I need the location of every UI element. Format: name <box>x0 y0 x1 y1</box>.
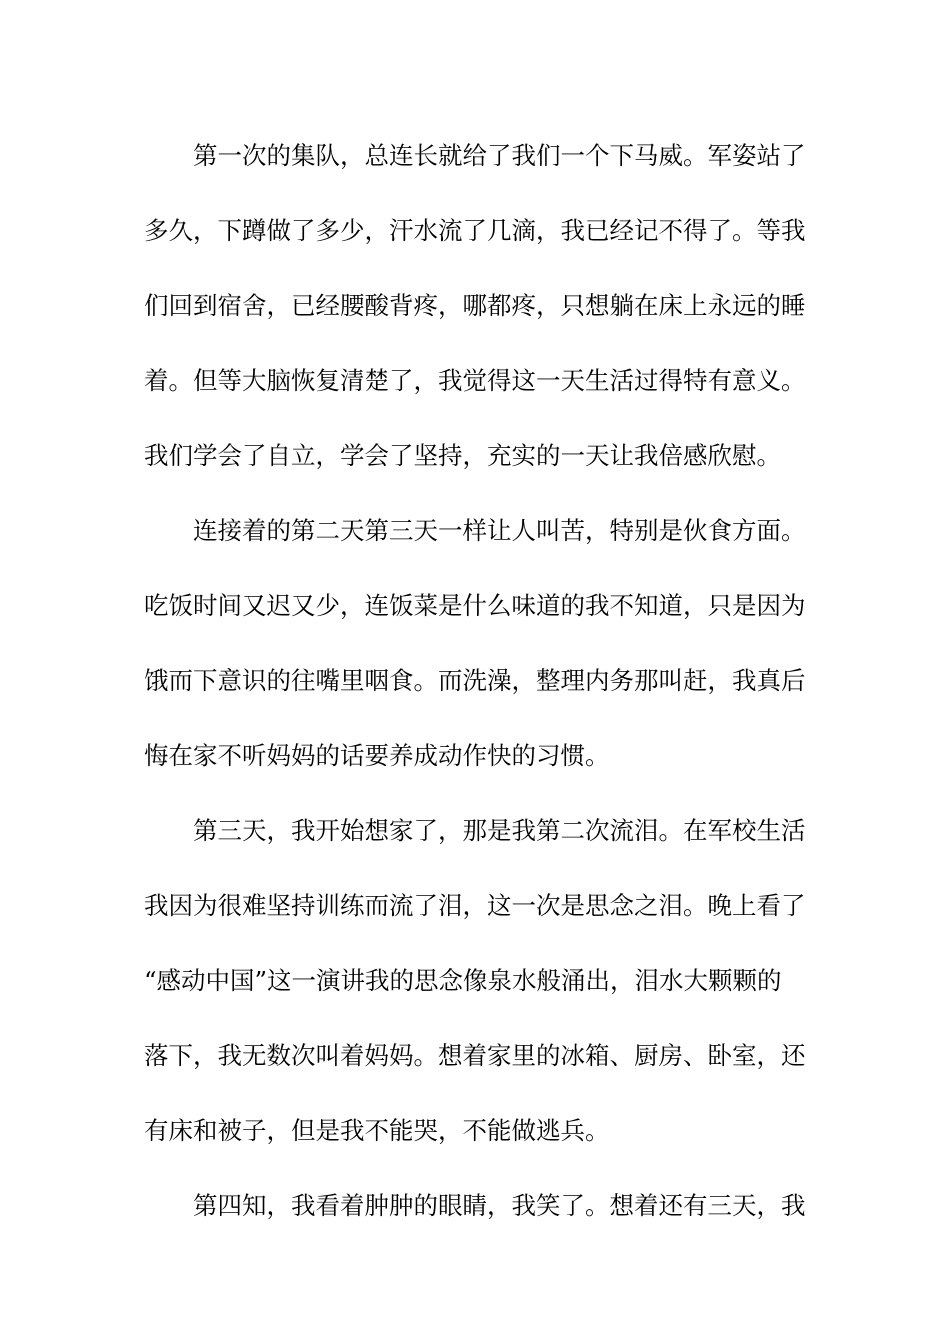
paragraph-4-line-1: 第四知，我看着肿肿的眼睛，我笑了。想着还有三天，我 <box>193 1191 806 1220</box>
paragraph-2-line-3: 饿而下意识的往嘴里咽食。而洗澡，整理内务那叫赶，我真后 <box>144 666 806 695</box>
paragraph-3-line-4: 落下，我无数次叫着妈妈。想着家里的冰箱、厨房、卧室，还 <box>144 1041 806 1070</box>
paragraph-3-line-3: “感动中国”这一演讲我的思念像泉水般涌出，泪水大颗颗的 <box>144 966 782 995</box>
paragraph-1-line-5: 我们学会了自立，学会了坚持，充实的一天让我倍感欣慰。 <box>144 441 781 470</box>
paragraph-3-line-1: 第三天，我开始想家了，那是我第二次流泪。在军校生活 <box>193 816 806 845</box>
paragraph-1-line-1: 第一次的集队，总连长就给了我们一个下马威。军姿站了 <box>193 141 806 170</box>
paragraph-2-line-1: 连接着的第二天第三天一样让人叫苦，特别是伙食方面。 <box>193 516 806 545</box>
paragraph-3-line-5: 有床和被子，但是我不能哭，不能做逃兵。 <box>144 1116 610 1145</box>
paragraph-1-line-3: 们回到宿舍，已经腰酸背疼，哪都疼，只想躺在床上永远的睡 <box>144 291 806 320</box>
paragraph-3-line-2: 我因为很难坚持训练而流了泪，这一次是思念之泪。晚上看了 <box>144 891 806 920</box>
paragraph-2-line-2: 吃饭时间又迟又少，连饭菜是什么味道的我不知道，只是因为 <box>144 591 806 620</box>
paragraph-2-line-4: 悔在家不听妈妈的话要养成动作快的习惯。 <box>144 741 610 770</box>
paragraph-1-line-2: 多久，下蹲做了多少，汗水流了几滴，我已经记不得了。等我 <box>144 216 806 245</box>
paragraph-1-line-4: 着。但等大脑恢复清楚了，我觉得这一天生活过得特有意义。 <box>144 366 806 395</box>
